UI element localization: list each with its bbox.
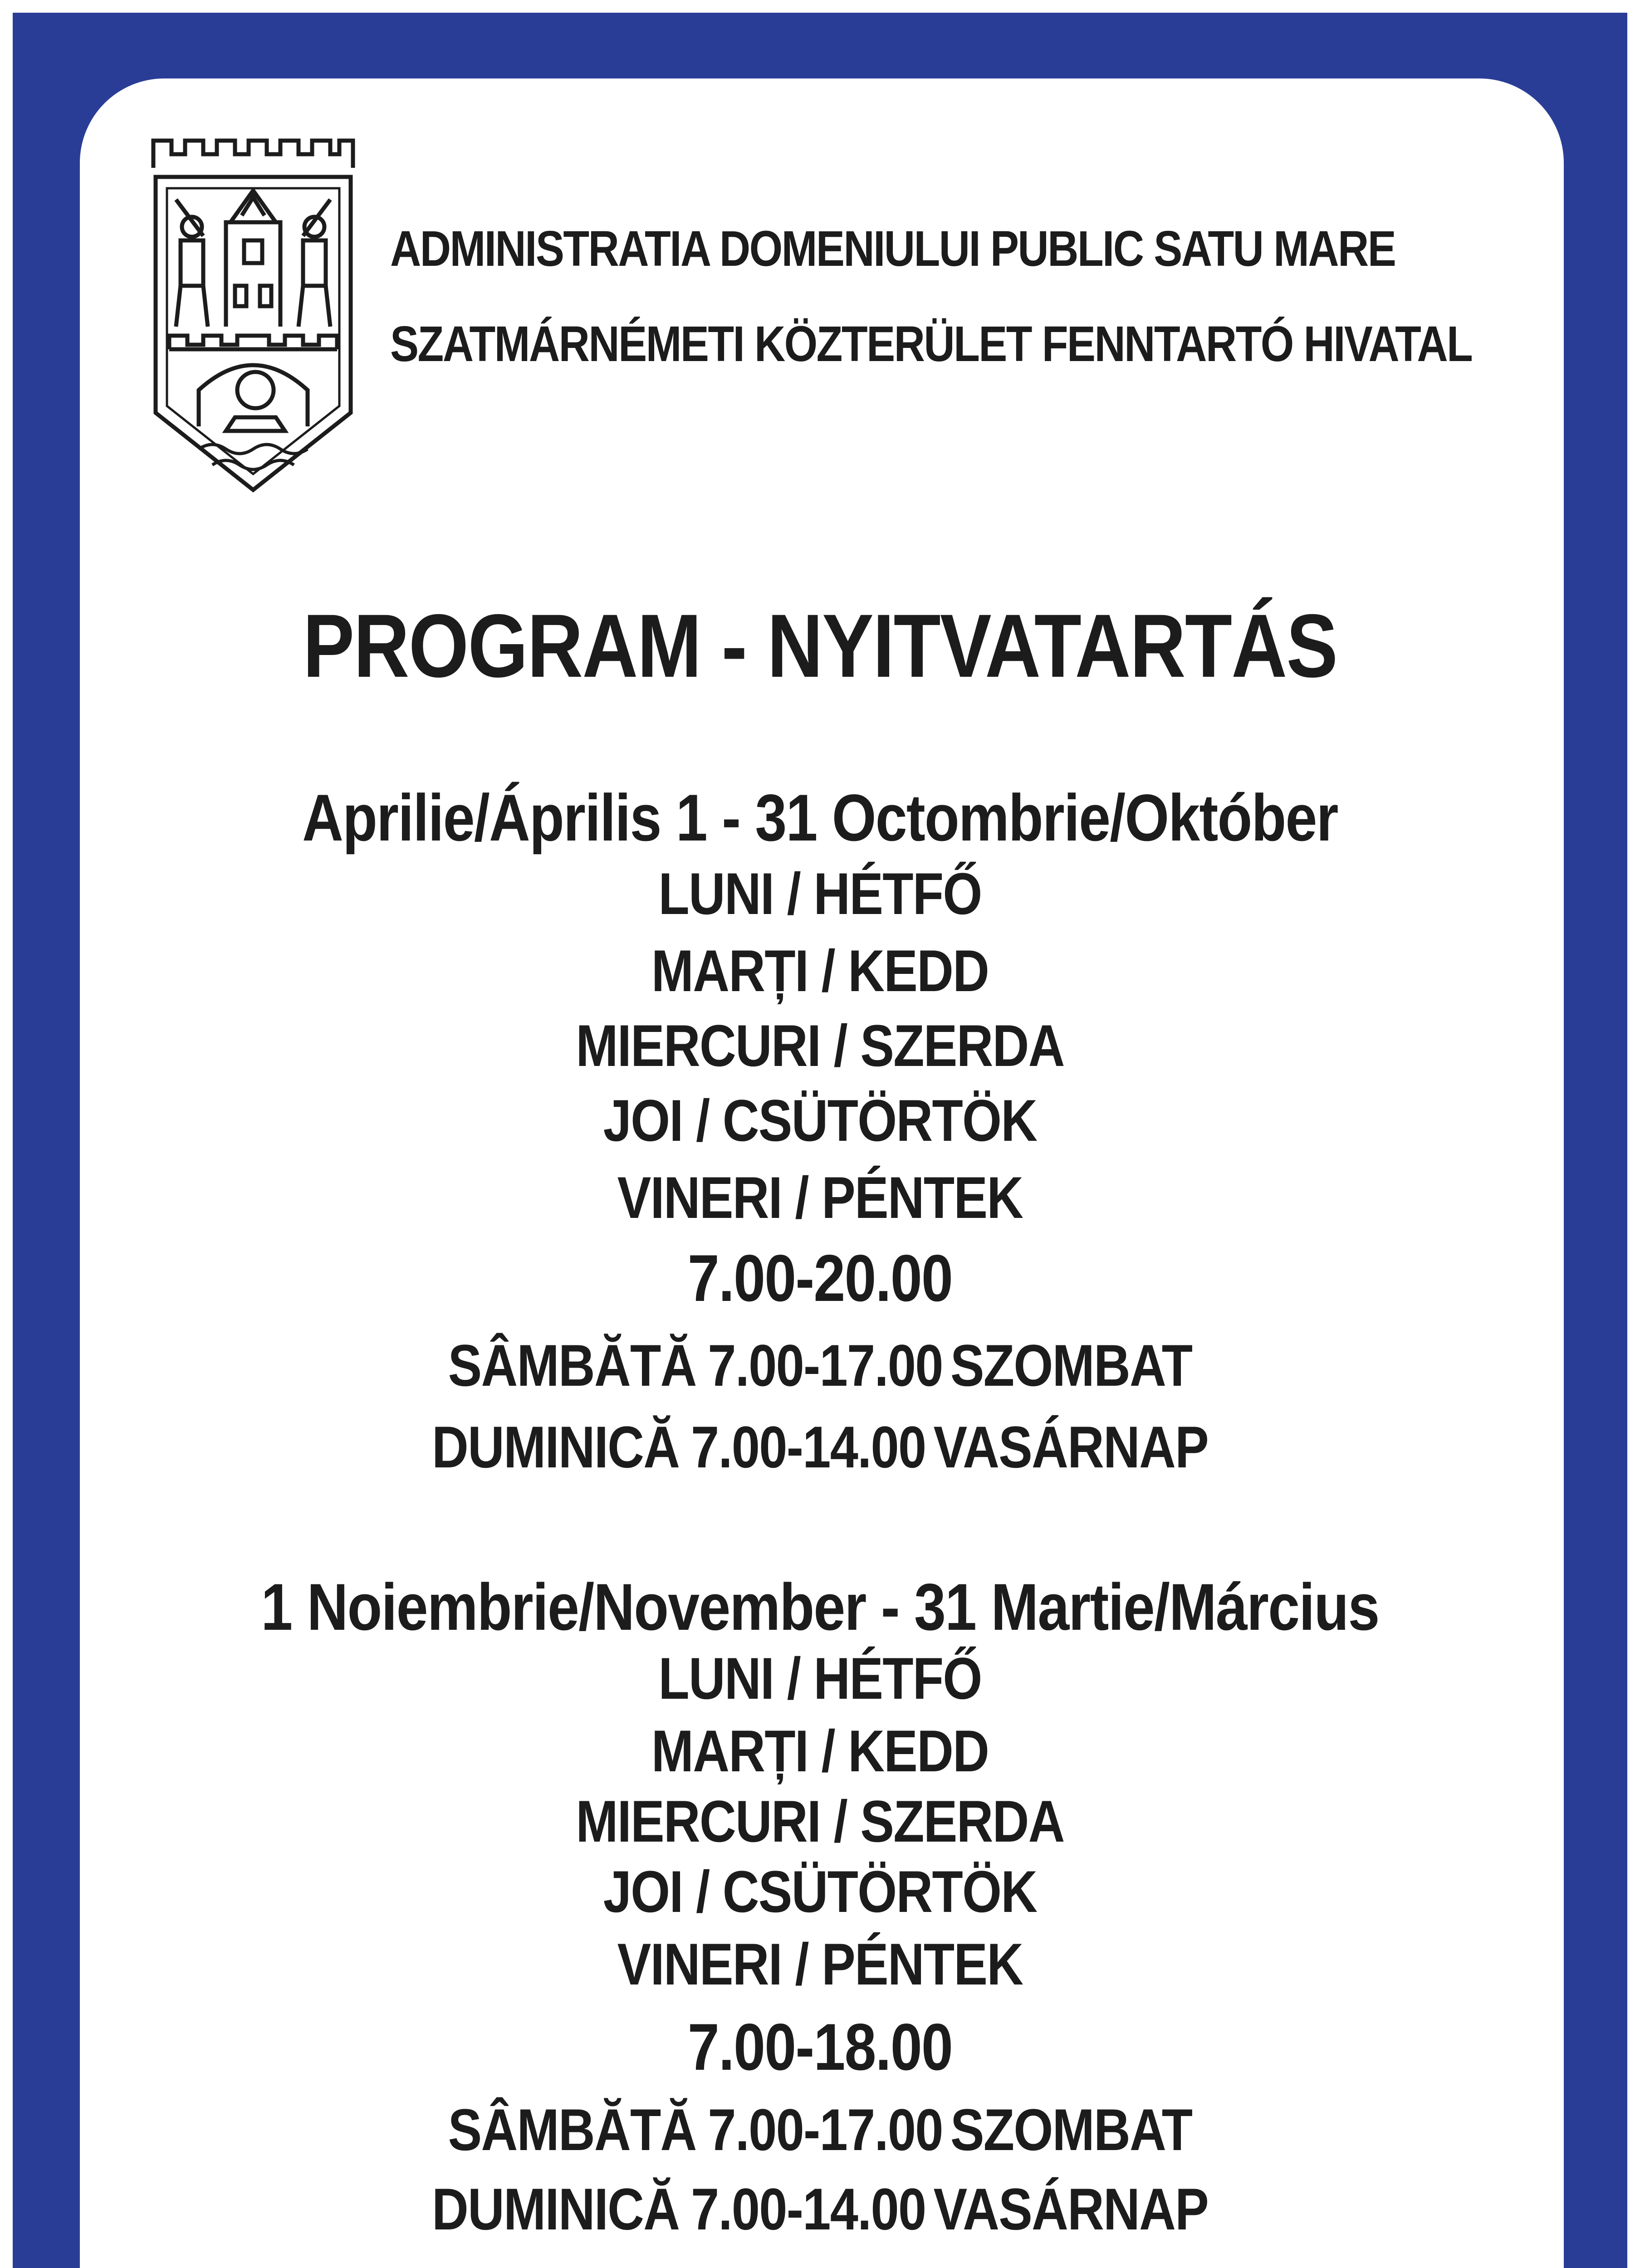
summer-day-wednesday: MIERCURI / SZERDA — [576, 1012, 1064, 1079]
winter-sunday-row — [115, 2176, 1525, 2242]
summer-sunday-row — [115, 1414, 1525, 1480]
winter-day-thursday: JOI / CSÜTÖRTÖK — [603, 1858, 1037, 1925]
summer-day-monday: LUNI / HÉTFŐ — [658, 860, 982, 927]
winter-day-tuesday: MARȚI / KEDD — [651, 1718, 989, 1784]
saturday-label-hu: SZOMBAT — [950, 1332, 1192, 1398]
summer-saturday-row — [115, 1332, 1525, 1398]
sunday-hours: 7.00-14.00 — [691, 2176, 926, 2242]
winter-period: 1 Noiembrie/November - 31 Martie/Március — [261, 1570, 1379, 1644]
sunday-label-ro: DUMINICĂ — [432, 2176, 680, 2242]
sunday-hours: 7.00-14.00 — [691, 1414, 926, 1480]
institution-name-ro: ADMINISTRATIA DOMENIULUI PUBLIC SATU MARE — [390, 221, 1395, 277]
sunday-label-ro: DUMINICĂ — [432, 1414, 680, 1480]
page-title: PROGRAM - NYITVATARTÁS — [303, 596, 1337, 696]
sunday-label-hu: VASÁRNAP — [933, 2176, 1208, 2242]
saturday-label-ro: SÂMBĂTĂ — [448, 1332, 696, 1398]
winter-weekday-hours: 7.00-18.00 — [687, 2010, 953, 2084]
winter-day-monday: LUNI / HÉTFŐ — [658, 1645, 982, 1711]
saturday-hours: 7.00-17.00 — [708, 2097, 943, 2163]
satu-mare-coat-of-arms-icon — [149, 136, 357, 499]
saturday-label-ro: SÂMBĂTĂ — [448, 2097, 696, 2163]
summer-period: Aprilie/Április 1 - 31 Octombrie/Október — [302, 781, 1338, 855]
summer-day-friday: VINERI / PÉNTEK — [617, 1164, 1023, 1231]
sunday-label-hu: VASÁRNAP — [933, 1414, 1208, 1480]
winter-saturday-row — [115, 2097, 1525, 2163]
summer-day-tuesday: MARȚI / KEDD — [651, 938, 989, 1004]
saturday-label-hu: SZOMBAT — [950, 2097, 1192, 2163]
summer-weekday-hours: 7.00-20.00 — [687, 1241, 953, 1315]
institution-name-hu: SZATMÁRNÉMETI KÖZTERÜLET FENNTARTÓ HIVATAL — [390, 316, 1472, 372]
winter-day-wednesday: MIERCURI / SZERDA — [576, 1788, 1064, 1854]
summer-day-thursday: JOI / CSÜTÖRTÖK — [603, 1087, 1037, 1154]
winter-day-friday: VINERI / PÉNTEK — [617, 1931, 1023, 1997]
saturday-hours: 7.00-17.00 — [708, 1332, 943, 1398]
